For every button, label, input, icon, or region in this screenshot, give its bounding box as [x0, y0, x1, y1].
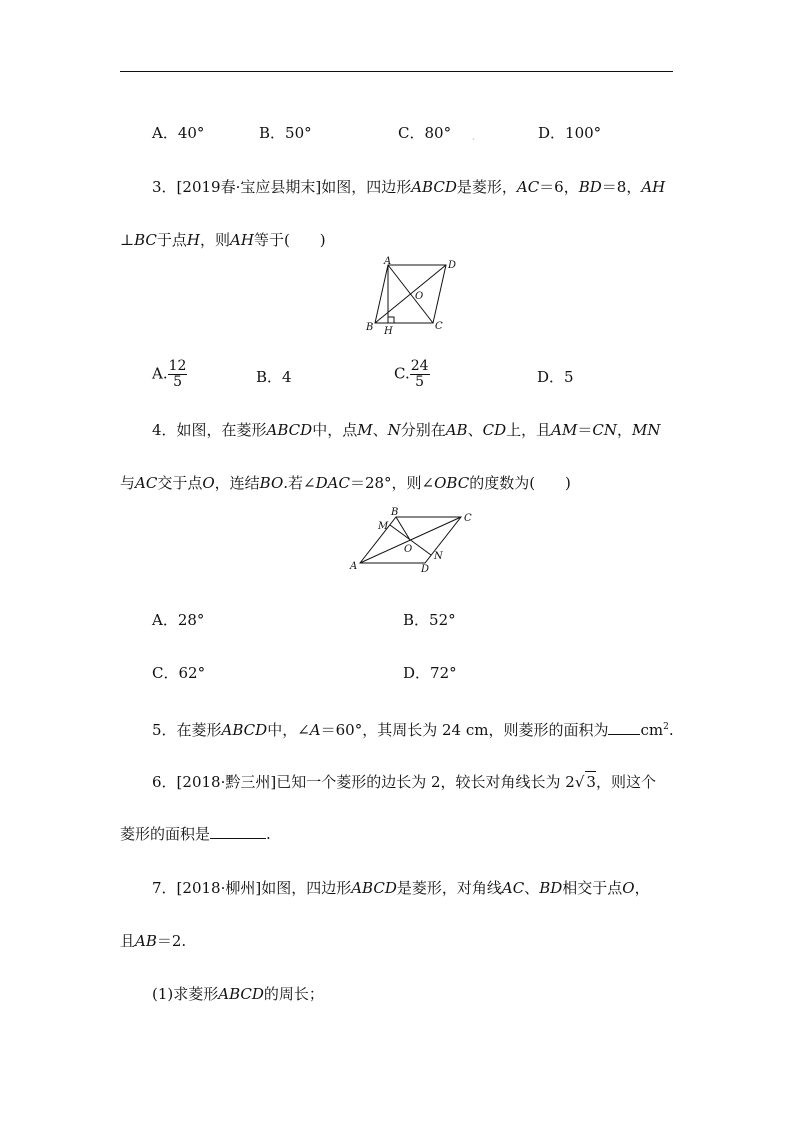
q3-label-d: D [448, 260, 457, 271]
q4-segment-bo [396, 517, 410, 540]
q3-option-c: C. $\frac{24}{5}$ [394, 358, 429, 390]
q3-label-h: H [384, 326, 393, 337]
q3-option-d: D．5 [537, 368, 574, 386]
q6-line-2: 菱形的面积是 . [120, 825, 271, 843]
q4-option-b: B．52° [403, 611, 456, 629]
q4-option-c: C．62° [152, 664, 206, 682]
q3-label-b: B [366, 322, 374, 333]
q7-line-2: 且AB＝2. [120, 932, 187, 950]
q2-option-d: D．100° [538, 124, 602, 142]
q4-line-1: 4．如图，在菱形ABCD中，点M、N分别在AB、CD上，且AM＝CN，MN [152, 421, 661, 439]
q4-option-a: A．28° [152, 611, 205, 629]
q2-option-b: B．50° [259, 124, 312, 142]
q5-line: 5．在菱形ABCD中，∠A＝60°，其周长为 24 cm，则菱形的面积为 $cm^2$. [152, 721, 674, 739]
q3-figure [360, 255, 460, 340]
q7-line-1: 7．[2018·柳州]如图，四边形ABCD是菱形，对角线AC、BD相交于点O， [152, 879, 650, 897]
q3-option-b: B．4 [256, 368, 292, 386]
header-rule [120, 71, 673, 72]
q4-option-d: D．72° [403, 664, 457, 682]
q4-label-d: D [421, 564, 430, 575]
q2-option-c: C．80° [398, 124, 452, 142]
q3-right-angle-mark [388, 317, 394, 323]
q3-label-c: C [435, 321, 443, 332]
q4-label-m: M [378, 521, 389, 532]
q4-figure [340, 505, 480, 580]
q3-line-1: 3．[2019春·宝应县期末]如图，四边形ABCD是菱形，AC＝6，BD＝8，AH [152, 178, 666, 196]
q4-line-2: 与AC交于点O，连结BO.若∠DAC＝28°，则∠OBC的度数为( ) [120, 474, 571, 492]
q3-label-a: A [384, 256, 392, 267]
q5-answer-blank [608, 734, 640, 735]
q2-option-a: A．40° [152, 124, 205, 142]
q4-label-c: C [464, 513, 472, 524]
q4-label-o: O [404, 544, 413, 555]
q3-line-2: ⊥BC于点H，则AH等于( ) [120, 231, 326, 249]
q4-label-a: A [350, 561, 358, 572]
stray-dot: · [472, 135, 475, 144]
q4-label-n: N [434, 551, 443, 562]
q6-line-1: 6．[2018·黔三州]已知一个菱形的边长为 2，较长对角线长为 2√ 3，则这个 [152, 773, 656, 791]
q4-label-b: B [391, 507, 399, 518]
q3-option-a: A. $\frac{12}{5}$ [152, 358, 187, 390]
q6-answer-blank [210, 838, 266, 839]
q3-label-o: O [415, 291, 424, 302]
q7-subquestion-1: (1)求菱形ABCD的周长； [152, 985, 324, 1003]
